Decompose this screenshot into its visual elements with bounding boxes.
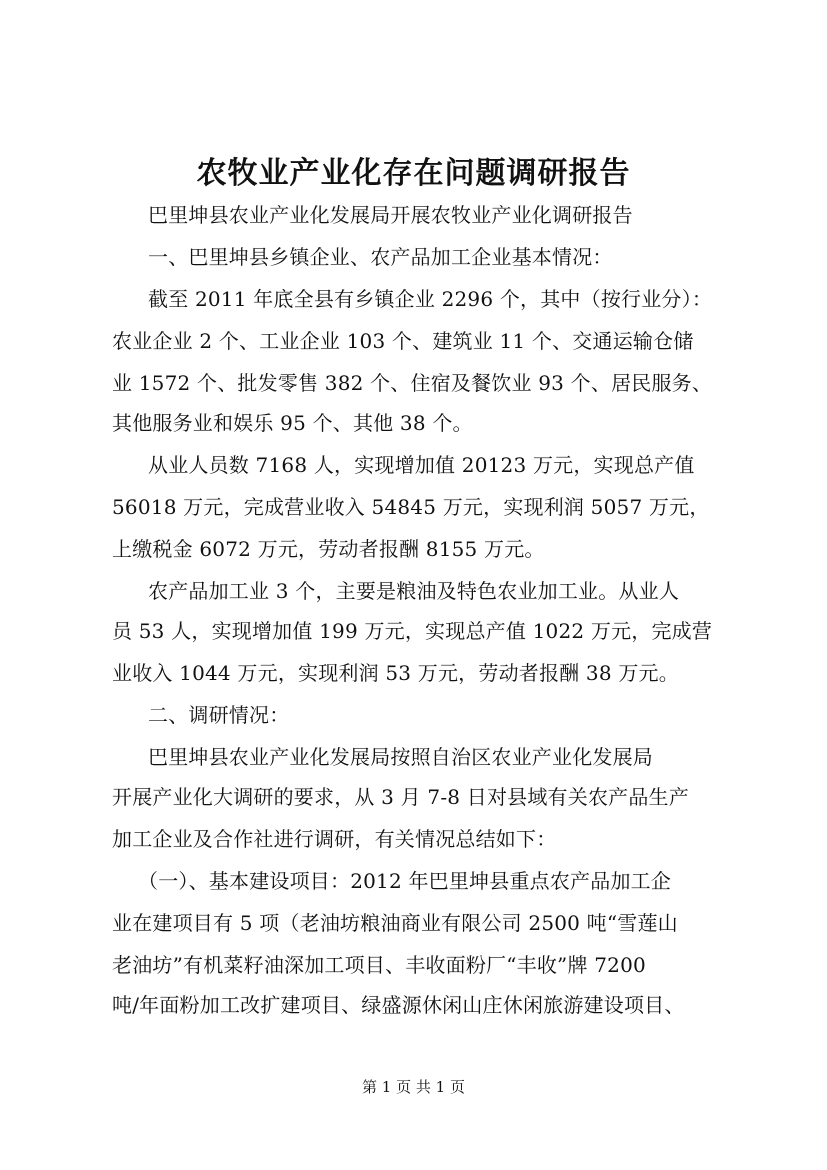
paragraph-line: 业收入 1044 万元，实现利润 53 万元，劳动者报酬 38 万元。 bbox=[112, 661, 679, 685]
paragraph-line: 农产品加工业 3 个，主要是粮油及特色农业加工业。从业人 bbox=[148, 579, 680, 603]
paragraph-line: 从业人员数 7168 人，实现增加值 20123 万元，实现总产值 bbox=[148, 453, 695, 477]
paragraph-line: 吨/年面粉加工改扩建项目、绿盛源休闲山庄休闲旅游建设项目、 bbox=[112, 993, 685, 1017]
page-number-footer: 第 1 页 共 1 页 bbox=[362, 1078, 465, 1096]
paragraph-line: 农业企业 2 个、工业企业 103 个、建筑业 11 个、交通运输仓储 bbox=[112, 329, 694, 353]
paragraph-line: 56018 万元，完成营业收入 54845 万元，实现利润 5057 万元， bbox=[112, 495, 710, 519]
paragraph-line: 加工企业及合作社进行调研，有关情况总结如下： bbox=[112, 827, 557, 851]
paragraph-line: 截至 2011 年底全县有乡镇企业 2296 个，其中（按行业分）： bbox=[148, 287, 713, 311]
paragraph-line: 其他服务业和娱乐 95 个、其他 38 个。 bbox=[112, 411, 473, 435]
section-heading: 二、调研情况： bbox=[148, 703, 290, 727]
paragraph-line: 巴里坤县农业产业化发展局开展农牧业产业化调研报告 bbox=[148, 203, 633, 227]
paragraph-line: 上缴税金 6072 万元，劳动者报酬 8155 万元。 bbox=[112, 537, 545, 561]
document-title: 农牧业产业化存在问题调研报告 bbox=[196, 156, 631, 191]
paragraph-line: 开展产业化大调研的要求，从 3 月 7-8 日对县域有关农产品生产 bbox=[112, 785, 689, 809]
paragraph-line: （一）、基本建设项目：2012 年巴里坤县重点农产品加工企 bbox=[138, 869, 672, 893]
paragraph-line: 巴里坤县农业产业化发展局按照自治区农业产业化发展局 bbox=[148, 745, 653, 769]
section-heading: 一、巴里坤县乡镇企业、农产品加工企业基本情况： bbox=[148, 245, 613, 269]
paragraph-line: 业在建项目有 5 项（老油坊粮油商业有限公司 2500 吨“雪莲山 bbox=[112, 911, 678, 935]
paragraph-line: 老油坊”有机菜籽油深加工项目、丰收面粉厂“丰收”牌 7200 bbox=[112, 953, 646, 977]
paragraph-line: 业 1572 个、批发零售 382 个、住宿及餐饮业 93 个、居民服务、 bbox=[112, 371, 713, 395]
paragraph-line: 员 53 人，实现增加值 199 万元，实现总产值 1022 万元，完成营 bbox=[112, 619, 713, 643]
